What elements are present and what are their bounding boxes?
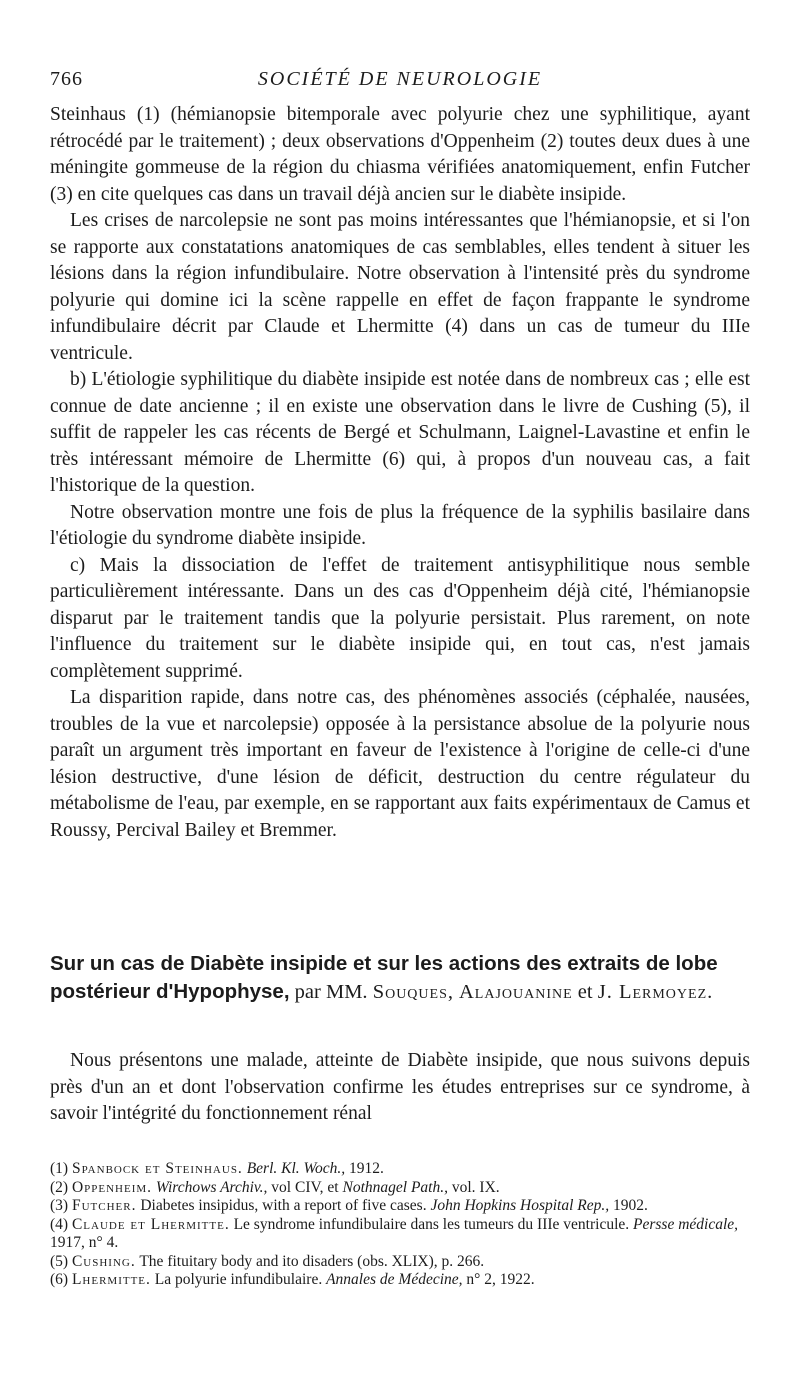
footnote: (5) Cushing. The fituitary body and ito disaders (obs. XLIX), p. 266.: [50, 1252, 485, 1270]
paragraph: Steinhaus (1) (hémianopsie bitemporale avec polyurie chez une syphilitique, ayant rétrocédé par le traitement) ; deux observations d'Oppenheim (2) toutes deux dues à une méningite gommeuse de la région du chiasma vérifiées anatomiquement, enfin Futcher (3) en cite quelques cas dans un travail déjà ancien sur le diabète insipide.: [50, 104, 750, 205]
paragraph: Notre observation montre une fois de plus la fréquence de la syphilis basilaire dans l'étiologie du syndrome diabète insipide.: [50, 501, 750, 549]
paragraph: c) Mais la dissociation de l'effet de traitement antisyphilitique nous semble particulièrement intéressante. Dans un des cas d'Oppenheim déjà cité, l'hémianopsie disparut par le traitement tandis que la polyurie persistait. Plus rarement, on note l'influence du traitement sur le diabète insipide qui, en tout cas, n'est jamais complètement supprimé.: [50, 554, 750, 682]
section-intro: [50, 1048, 750, 1128]
journal-title: SOCIÉTÉ DE NEUROLOGIE: [257, 68, 543, 90]
footnote: (6) Lhermitte. La polyurie infundibulaire. Annales de Médecine, n° 2, 1922.: [50, 1271, 535, 1288]
paragraph: Les crises de narcolepsie ne sont pas moins intéressantes que l'hémianopsie, et si l'on se rapporte aux constatations anatomiques de cas semblables, elles tendent à situer les lésions dans la région infundibulaire. Notre observation à l'intensité près du syndrome polyurie qui domine ici la scène rappelle en effet de façon frappante le syndrome infundibulaire décrit par Claude et Lhermitte (4) dans un cas de tumeur du IIIe ventricule.: [50, 210, 750, 364]
paragraph: b) L'étiologie syphilitique du diabète insipide est notée dans de nombreux cas ; elle est connue de date ancienne ; il en existe une observation dans le livre de Cushing (5), il suffit de rappeler les cas récents de Bergé et Schulmann, Laignel-Lavastine et enfin le très intéressant mémoire de Lhermitte (6) qui, à propos d'un nouveau cas, a fait l'historique de la question.: [50, 369, 750, 496]
paragraph: La disparition rapide, dans notre cas, des phénomènes associés (céphalée, nausées, troubles de la vue et narcolepsie) opposée à la persistance absolue de la polyurie nous paraît un argument très important en faveur de l'existence à l'origine de celle-ci d'une lésion destructive, d'une lésion de déficit, destruction du centre régulateur du métabolisme de l'eau, par exemple, en se rapportant aux faits expérimentaux de Camus et Roussy, Percival Bailey et Bremmer.: [50, 687, 750, 841]
footnote: (3) Futcher. Diabetes insipidus, with a report of five cases. John Hopkins Hospital Rep., 1902.: [50, 1197, 648, 1214]
section-author-last: J. Lermoyez.: [597, 981, 714, 1003]
body-text: [50, 102, 750, 844]
section-and: et: [577, 981, 593, 1003]
section-authors: Souques, Alajouanine: [372, 981, 573, 1003]
running-header: [50, 68, 750, 94]
footnote: (2) Oppenheim. Wirchows Archiv., vol CIV, et Nothnagel Path., vol. IX.: [50, 1178, 500, 1196]
page-number: 766: [50, 68, 83, 90]
paragraph: Nous présentons une malade, atteinte de Diabète insipide, que nous suivons depuis près d'un an et dont l'observation confirme les études entreprises sur ce syndrome, à savoir l'intégrité du fonctionnement rénal: [50, 1050, 750, 1124]
footnote: (4) Claude et Lhermitte. Le syndrome infundibulaire dans les tumeurs du IIIe ventricule. Persse médicale, 1917, n° 4.: [50, 1215, 739, 1251]
section-by: par MM.: [294, 981, 368, 1003]
footnotes: [50, 1160, 750, 1290]
section-title: Sur un cas de Diabète insipide et sur les actions des extraits de lobe postérieur d'Hypophyse,: [50, 952, 718, 1003]
section-heading: [50, 950, 750, 1006]
footnote: (1) Spanbock et Steinhaus. Berl. Kl. Woch., 1912.: [50, 1160, 384, 1177]
